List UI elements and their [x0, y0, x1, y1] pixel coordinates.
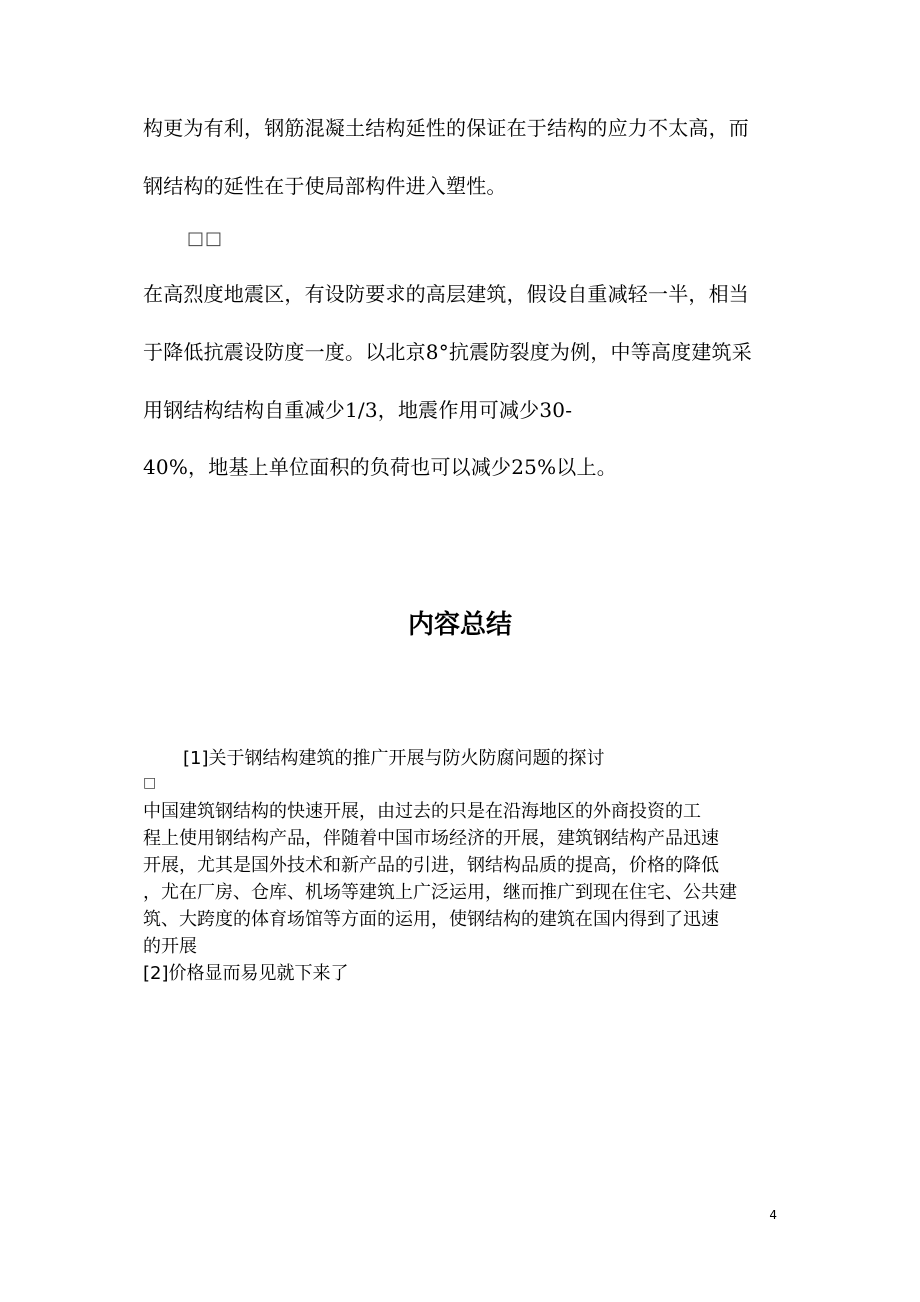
- body-text-line: 构更为有利，钢筋混凝土结构延性的保证在于结构的应力不太高，而: [143, 116, 749, 140]
- reference-text-line: 筑、大跨度的体育场馆等方面的运用，使钢结构的建筑在国内得到了迅速: [143, 909, 719, 930]
- body-text-line: 于降低抗震设防度一度。以北京8°抗震防裂度为例，中等高度建筑采: [143, 340, 752, 364]
- page-number: 4: [769, 1208, 777, 1222]
- reference-text-line: 开展，尤其是国外技术和新产品的引进，钢结构品质的提高，价格的降低: [143, 855, 719, 876]
- reference-text-line: 程上使用钢结构产品，伴随着中国市场经济的开展，建筑钢结构产品迅速: [143, 828, 719, 849]
- body-text-line: 在高烈度地震区，有设防要求的高层建筑，假设自重减轻一半，相当: [143, 282, 749, 306]
- reference-text-line: ，尤在厂房、仓库、机场等建筑上广泛运用，继而推广到现在住宅、公共建: [143, 882, 737, 903]
- body-text-line: 40%，地基上单位面积的负荷也可以减少25%以上。: [143, 455, 617, 479]
- reference-title: [1]关于钢结构建筑的推广开展与防火防腐问题的探讨: [183, 748, 605, 769]
- summary-heading: 内容总结: [407, 610, 512, 640]
- body-text-line: 钢结构的延性在于使局部构件进入塑性。: [143, 174, 507, 198]
- placeholder-box: □: [143, 775, 157, 791]
- reference-text-line: 的开展: [143, 936, 197, 957]
- body-text-line: 用钢结构结构自重减少1/3，地震作用可减少30-: [143, 398, 573, 422]
- placeholder-boxes: □□: [187, 228, 224, 249]
- reference-2-line: [2]价格显而易见就下来了: [143, 963, 349, 984]
- reference-text-line: 中国建筑钢结构的快速开展，由过去的只是在沿海地区的外商投资的工: [143, 801, 701, 822]
